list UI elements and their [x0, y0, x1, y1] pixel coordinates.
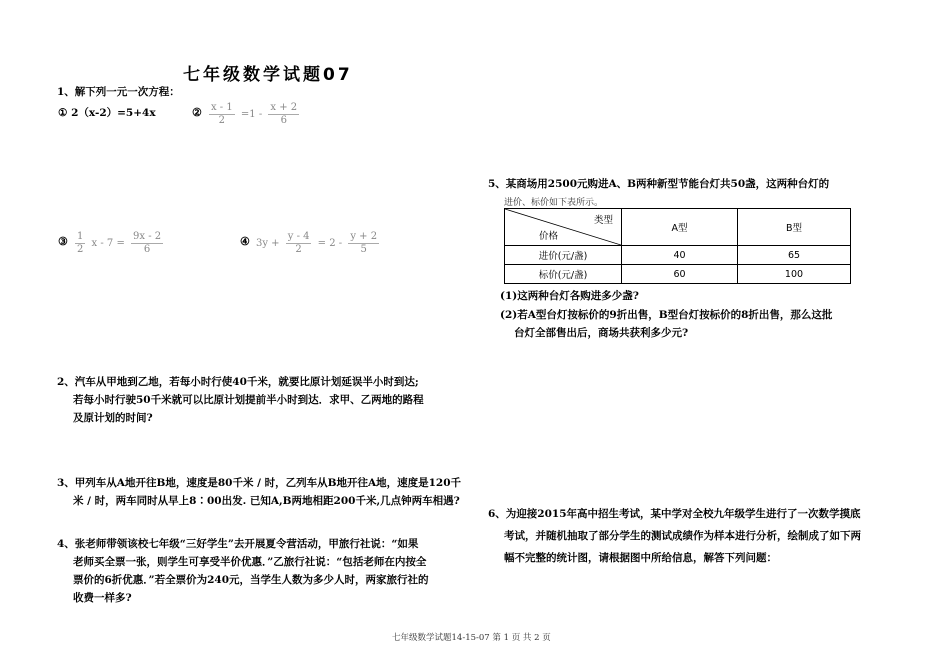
- corner-bottom-label: 价格: [539, 231, 559, 242]
- eq4-den2: 5: [360, 244, 367, 255]
- eq4-label: ④: [240, 235, 250, 248]
- q1-eq3: [58, 231, 165, 256]
- q1-heading: 1、解下列一元一次方程：: [57, 86, 180, 98]
- eq4-den1: 2: [295, 244, 302, 255]
- eq4-pre: 3y +: [255, 238, 280, 249]
- col-header-a: A型: [622, 209, 738, 246]
- q4-line-2: 老师买全票一张，则学生可享受半价优惠．”乙旅行社说：“包括老师在内按全: [73, 556, 427, 568]
- eq2-mid: =1 -: [240, 109, 263, 120]
- eq2-num2: x + 2: [270, 102, 298, 113]
- q2-line-1: 2、汽车从甲地到乙地，若每小时行使40千米，就要比原计划延误半小时到达;: [57, 376, 419, 388]
- q6-line-2: 考试，并随机抽取了部分学生的测试成绩作为样本进行分析，绘制成了如下两: [504, 530, 861, 542]
- q4-text: [57, 535, 429, 607]
- cell-b: 100: [738, 265, 851, 284]
- q1-eq1: [58, 104, 156, 122]
- page-title: 七年级数学试题07: [183, 65, 353, 85]
- eq2-den2: 6: [280, 115, 287, 126]
- q5-sub2-line-2: 台灯全部售出后，商场共获利多少元?: [514, 327, 689, 339]
- eq2-label: ②: [192, 106, 202, 119]
- eq3-num2: 9x - 2: [133, 231, 162, 242]
- q5-line-1: 5、某商场用2500元购进A、B两种新型节能台灯共50盏，这两种台灯的: [488, 178, 830, 190]
- q5-line-2: 进价、标价如下表所示。: [504, 198, 604, 208]
- row-label: 进价(元/盏): [505, 246, 622, 265]
- eq1-label: ①: [58, 107, 68, 119]
- price-table: [504, 208, 851, 284]
- table-row: [505, 265, 851, 284]
- q2-line-3: 及原计划的时间?: [73, 412, 153, 424]
- cell-a: 60: [622, 265, 738, 284]
- q3-text: [57, 474, 461, 510]
- eq3-den1: 2: [76, 244, 84, 255]
- q6-line-3: 幅不完整的统计图，请根据图中所给信息，解答下列问题：: [504, 552, 777, 564]
- eq3-num1: 1: [76, 231, 84, 242]
- table-corner-cell: [505, 209, 622, 246]
- eq2-den1: 2: [218, 115, 226, 126]
- q4-line-3: 票价的6折优惠．”若全票价为240元，当学生人数为多少人时，两家旅行社的: [73, 574, 429, 586]
- q3-line-2: 米 / 时，两车同时从早上8∶00出发. 已知A,B两地相距200千米,几点钟两车相遇?: [73, 495, 460, 507]
- corner-top-label: 类型: [593, 215, 613, 226]
- q1-eq2: [192, 102, 301, 127]
- cell-a: 40: [622, 246, 738, 265]
- table-row: [505, 246, 851, 265]
- q5-sub1: (1)这两种台灯各购进多少盏?: [500, 290, 639, 302]
- eq4-num1: y - 4: [287, 231, 310, 242]
- q4-line-1: 4、张老师带领该校七年级“三好学生”去开展夏令营活动，甲旅行社说：“如果: [57, 538, 419, 550]
- page-footer: 七年级数学试题14-15-07 第 1 页 共 2 页: [392, 633, 551, 643]
- q3-line-1: 3、甲列车从A地开往B地，速度是80千米 / 时，乙列车从B地开往A地，速度是120千: [57, 477, 462, 489]
- q6-text: [488, 503, 861, 569]
- eq1-text: 2（x-2）=5+4x: [71, 107, 156, 119]
- eq2-num1: x - 1: [210, 102, 233, 113]
- eq4-num2: y + 2: [350, 231, 378, 242]
- col-header-b: B型: [738, 209, 851, 246]
- q2-line-2: 若每小时行驶50千米就可以比原计划提前半小时到达．求甲、乙两地的路程: [73, 394, 424, 406]
- q1-eq4: [240, 231, 381, 256]
- eq3-den2: 6: [143, 244, 151, 255]
- eq3-mid: x - 7 =: [91, 238, 125, 249]
- q4-line-4: 收费一样多?: [73, 592, 132, 604]
- q2-text: [57, 373, 424, 427]
- q5-sub2-line-1: (2)若A型台灯按标价的9折出售，B型台灯按标价的8折出售，那么这批: [500, 309, 833, 321]
- cell-b: 65: [738, 246, 851, 265]
- row-label: 标价(元/盏): [505, 265, 622, 284]
- eq4-mid: = 2 -: [317, 238, 343, 249]
- eq3-label: ③: [58, 235, 68, 248]
- q6-line-1: 6、为迎接2015年高中招生考试，某中学对全校九年级学生进行了一次数学摸底: [488, 508, 861, 520]
